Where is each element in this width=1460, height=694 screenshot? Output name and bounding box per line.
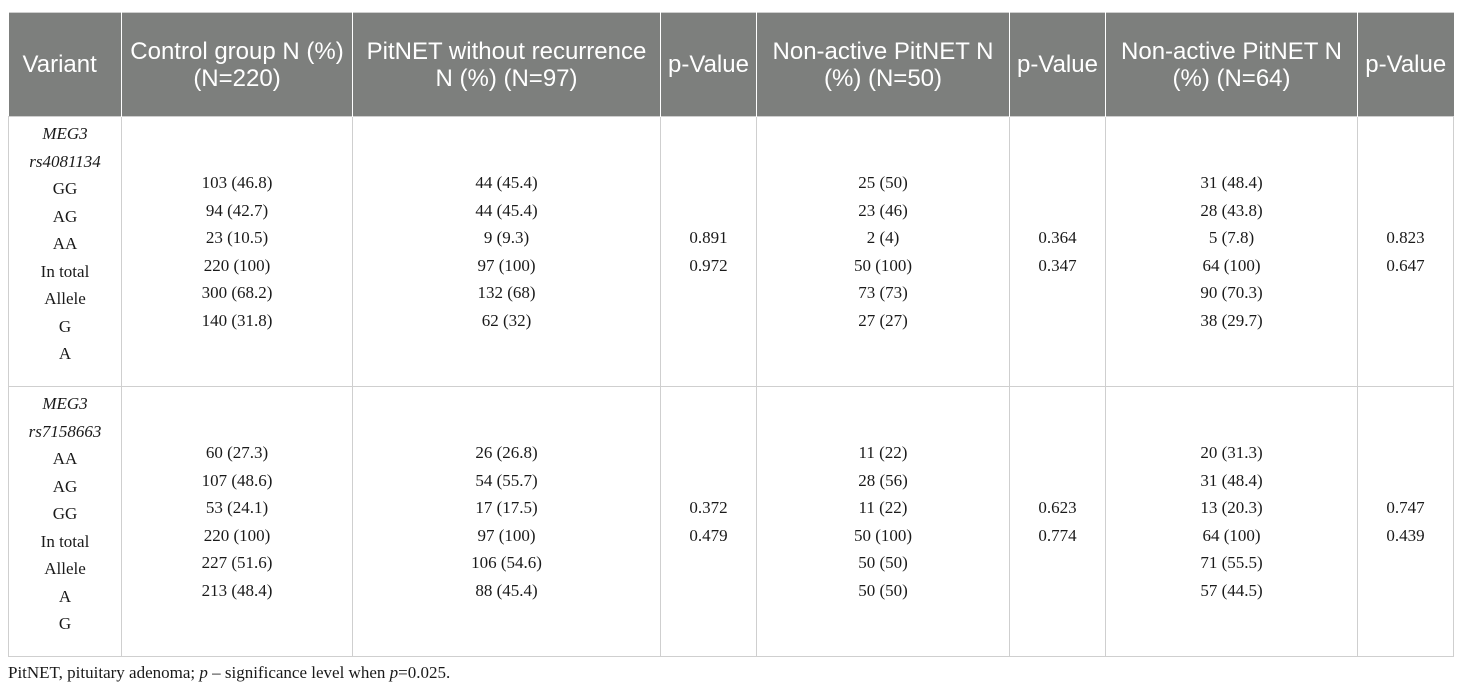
cell-value: 71 (55.5) (1200, 553, 1263, 572)
p-value: 0.747 (1386, 498, 1425, 517)
cell-value: 227 (51.6) (201, 553, 273, 572)
p-value-cell (1010, 117, 1106, 387)
allele-label: Allele (44, 289, 86, 308)
pitnet-values (353, 117, 661, 387)
p-value: 0.439 (1386, 525, 1425, 545)
cell-value: 25 (50) (858, 173, 908, 192)
cell-value: 213 (48.4) (201, 580, 273, 600)
footnote-part: – significance level when (207, 663, 390, 682)
table-row (9, 387, 1454, 657)
header-nonactive-64: Non-active PitNET N (%) (N=64) (1106, 13, 1358, 117)
header-p-value-2: p-Value (1010, 13, 1106, 117)
cell-value: 44 (45.4) (475, 173, 538, 192)
genotype-table (8, 12, 1454, 657)
cell-value: 57 (44.5) (1200, 580, 1263, 600)
genotype-label: AA (52, 234, 78, 253)
header-nonactive-50: Non-active PitNET N (%) (N=50) (757, 13, 1010, 117)
cell-value: 103 (46.8) (201, 173, 273, 192)
genotype-label: GG (52, 179, 78, 198)
cell-value: 62 (32) (481, 310, 532, 330)
cell-value: 13 (20.3) (1200, 498, 1263, 517)
cell-value: 28 (43.8) (1200, 200, 1263, 220)
cell-value: 50 (100) (853, 255, 913, 275)
cell-value: 20 (31.3) (1200, 443, 1263, 462)
p-value: 0.347 (1038, 255, 1077, 275)
control-values (122, 117, 353, 387)
header-pitnet-no-recurrence: PitNET without recurrence N (%) (N=97) (353, 13, 661, 117)
p-value: 0.891 (689, 228, 728, 247)
header-row (9, 13, 1454, 117)
footnote-p-symbol: p (389, 663, 399, 682)
header-p-value-3: p-Value (1358, 13, 1454, 117)
allele-label: Allele (44, 559, 86, 578)
p-value-cell (661, 117, 757, 387)
p-value: 0.364 (1038, 228, 1077, 247)
cell-value: 94 (42.7) (205, 200, 269, 220)
cell-value: 106 (54.6) (471, 553, 542, 572)
allele-g-label: G (58, 316, 72, 336)
control-values (122, 387, 353, 657)
genotype-label: AG (52, 476, 78, 496)
gene-name: MEG3 (42, 394, 88, 413)
cell-value: 38 (29.7) (1200, 310, 1263, 330)
footnote-part: PitNET, pituitary adenoma; (8, 663, 200, 682)
genotype-label: AA (52, 449, 78, 468)
p-value: 0.623 (1038, 498, 1077, 517)
variant-cell (9, 387, 122, 657)
cell-value: 23 (10.5) (205, 228, 269, 247)
cell-value: 26 (26.8) (475, 443, 538, 462)
p-value-cell (1010, 387, 1106, 657)
cell-value: 107 (48.6) (201, 470, 273, 490)
cell-value: 2 (4) (866, 228, 900, 247)
cell-value: 60 (27.3) (205, 443, 269, 462)
footnote-part: =0.025. (398, 663, 451, 682)
cell-value: 44 (45.4) (475, 200, 538, 220)
cell-value: 97 (100) (477, 255, 536, 275)
table-row (9, 117, 1454, 387)
p-value-cell (1358, 387, 1454, 657)
genotype-label: AG (52, 206, 78, 226)
cell-value: 220 (100) (203, 525, 271, 545)
cell-value: 50 (100) (853, 525, 913, 545)
cell-value: 17 (17.5) (475, 498, 538, 517)
p-value: 0.823 (1386, 228, 1425, 247)
nonactive-50-values (757, 387, 1010, 657)
snp-id: rs4081134 (29, 151, 101, 171)
cell-value: 88 (45.4) (475, 580, 538, 600)
cell-value: 27 (27) (858, 310, 908, 330)
cell-value: 9 (9.3) (483, 228, 530, 247)
pitnet-values (353, 387, 661, 657)
cell-value: 50 (50) (858, 553, 908, 572)
cell-value: 73 (73) (858, 283, 908, 302)
genotype-label: GG (52, 504, 78, 523)
header-control: Control group N (%) (N=220) (122, 13, 353, 117)
p-value: 0.972 (689, 255, 728, 275)
nonactive-50-values (757, 117, 1010, 387)
table-footnote (8, 663, 450, 683)
cell-value: 5 (7.8) (1208, 228, 1255, 247)
header-p-value-1: p-Value (661, 13, 757, 117)
total-label: In total (40, 261, 90, 281)
p-value: 0.372 (689, 498, 728, 517)
p-value: 0.774 (1038, 525, 1077, 545)
cell-value: 11 (22) (858, 443, 908, 462)
cell-value: 53 (24.1) (205, 498, 269, 517)
allele-a-label: A (58, 586, 72, 606)
gene-name: MEG3 (42, 124, 88, 143)
cell-value: 64 (100) (1202, 255, 1261, 275)
cell-value: 54 (55.7) (475, 470, 538, 490)
cell-value: 220 (100) (203, 255, 271, 275)
p-value: 0.479 (689, 525, 728, 545)
header-variant: Variant (9, 13, 122, 117)
allele-a-label: A (58, 344, 72, 363)
cell-value: 31 (48.4) (1200, 173, 1263, 192)
footnote-p-symbol: p (199, 663, 208, 682)
cell-value: 97 (100) (477, 525, 536, 545)
cell-value: 28 (56) (858, 470, 908, 490)
cell-value: 300 (68.2) (201, 283, 273, 302)
cell-value: 31 (48.4) (1200, 470, 1263, 490)
snp-id: rs7158663 (28, 421, 102, 441)
cell-value: 132 (68) (477, 283, 536, 302)
variant-cell (9, 117, 122, 387)
cell-value: 90 (70.3) (1200, 283, 1263, 302)
p-value: 0.647 (1386, 255, 1425, 275)
cell-value: 50 (50) (858, 580, 908, 600)
p-value-cell (661, 387, 757, 657)
total-label: In total (40, 531, 90, 551)
nonactive-64-values (1106, 387, 1358, 657)
allele-g-label: G (58, 614, 72, 633)
nonactive-64-values (1106, 117, 1358, 387)
cell-value: 11 (22) (858, 498, 908, 517)
cell-value: 23 (46) (858, 200, 908, 220)
cell-value: 140 (31.8) (201, 310, 273, 330)
cell-value: 64 (100) (1202, 525, 1261, 545)
p-value-cell (1358, 117, 1454, 387)
